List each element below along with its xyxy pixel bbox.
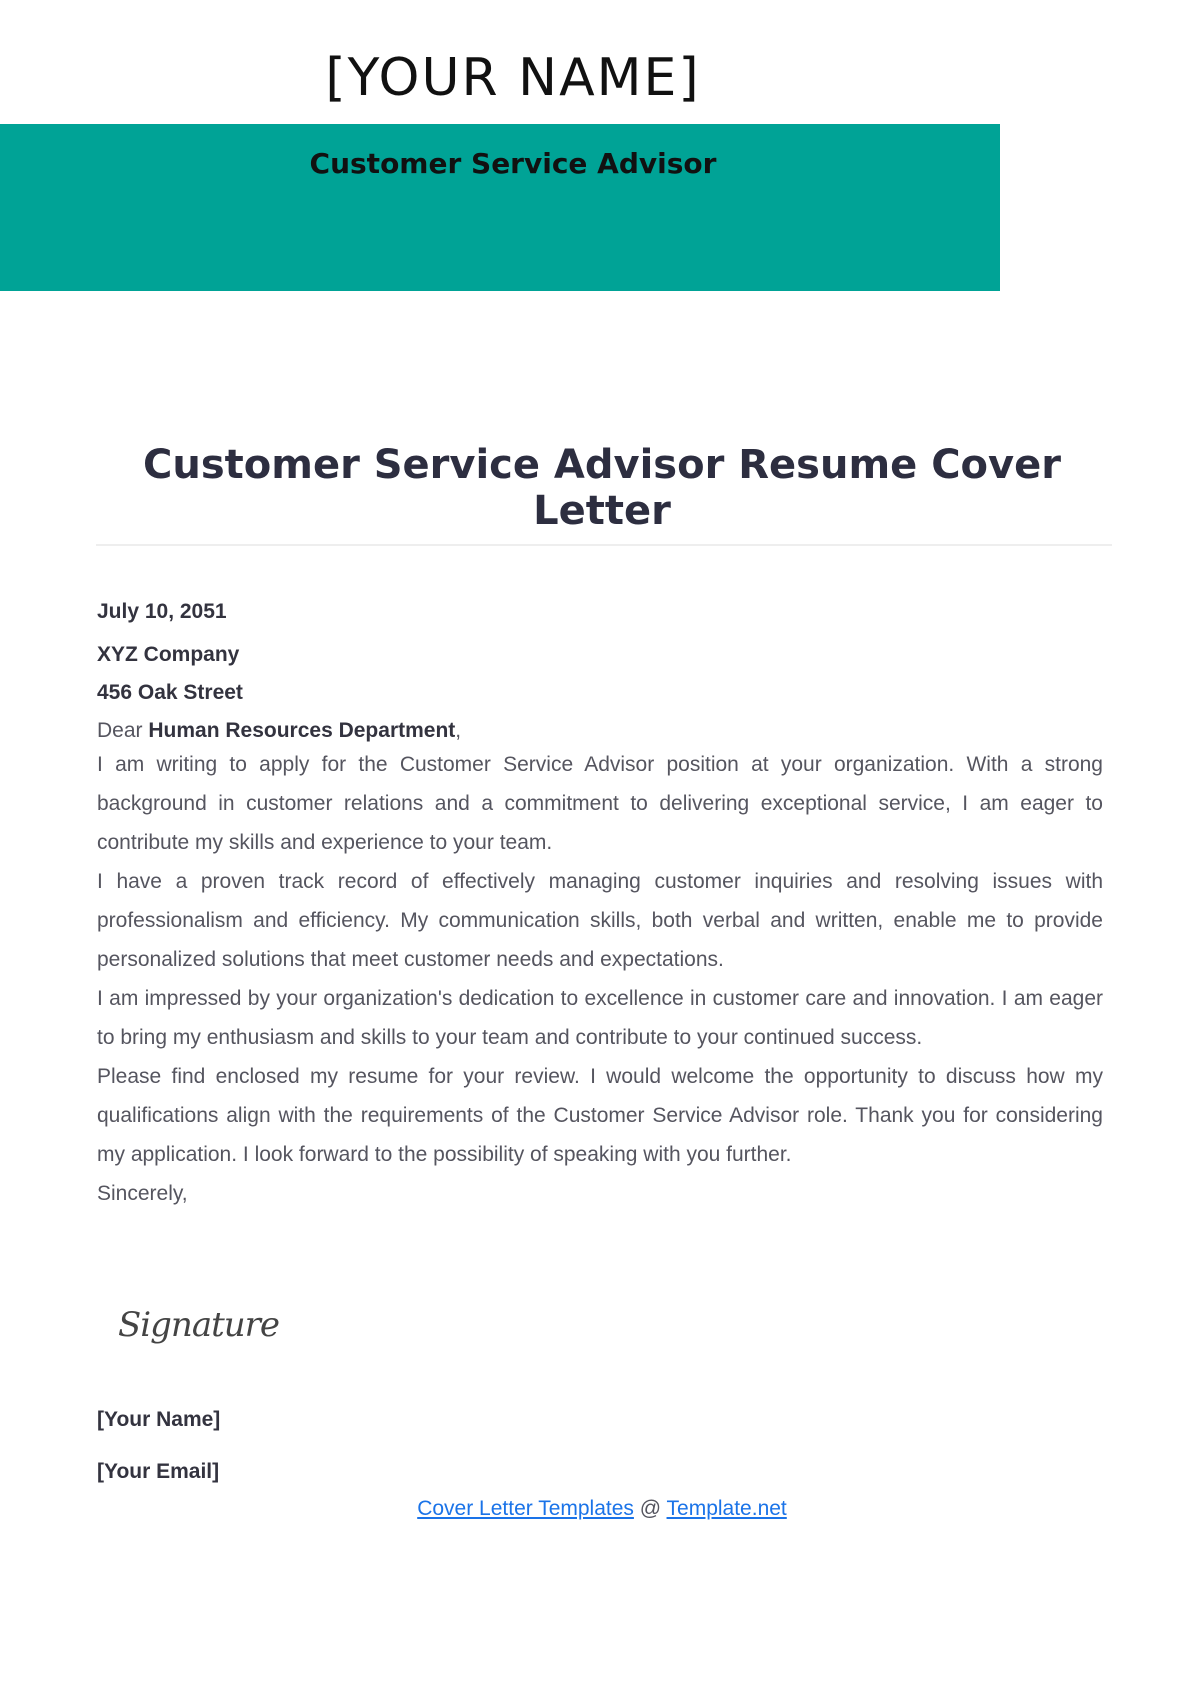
footer-separator: @ xyxy=(633,1497,667,1520)
paragraph-closing: Please find enclosed my resume for your review. I would welcome the opportunity to discuss how my qualifications align with the requirements of the Customer Service Advisor role. Thank you for considering my application. I look forward to the possibility of speaking with you further. xyxy=(97,1065,1103,1166)
document-title: Customer Service Advisor Resume Cover Letter xyxy=(143,442,1061,534)
sender-email: [Your Email] xyxy=(97,1460,220,1483)
paragraph-experience: I have a proven track record of effectively managing customer inquiries and resolving issues with professionalism and efficiency. My communication skills, both verbal and written, enable me to provide personalized solutions that meet customer needs and expectations. xyxy=(97,870,1103,971)
job-title: Customer Service Advisor xyxy=(309,147,717,180)
signature-image: Signature xyxy=(118,1305,280,1345)
company-address: 456 Oak Street xyxy=(97,681,243,704)
recipient: Human Resources Department xyxy=(148,719,456,742)
paragraph-intro: I am writing to apply for the Customer Service Advisor position at your organization. With a strong background in customer relations and a commitment to delivering exceptional service, I am eager to contribute my skills and experience to your team. xyxy=(97,753,1103,854)
letter-body xyxy=(97,600,1103,1213)
template-net-link[interactable]: Template.net xyxy=(666,1497,787,1520)
title-divider xyxy=(96,544,1112,546)
company-name: XYZ Company xyxy=(97,643,240,666)
salutation-prefix: Dear xyxy=(97,719,149,742)
cover-letter-templates-link[interactable]: Cover Letter Templates xyxy=(417,1497,634,1520)
letter-date: July 10, 2051 xyxy=(97,600,227,623)
salutation-suffix: , xyxy=(455,719,462,742)
salutation xyxy=(97,717,1103,745)
paragraph-interest: I am impressed by your organization's dedication to excellence in customer care and innovation. I am eager to bring my enthusiasm and skills to your team and contribute to your continued success. xyxy=(97,987,1103,1049)
closing: Sincerely, xyxy=(97,1182,188,1205)
name-header: [YOUR NAME] xyxy=(325,48,701,108)
sender-name: [Your Name] xyxy=(97,1408,221,1431)
footer xyxy=(0,1497,1200,1521)
